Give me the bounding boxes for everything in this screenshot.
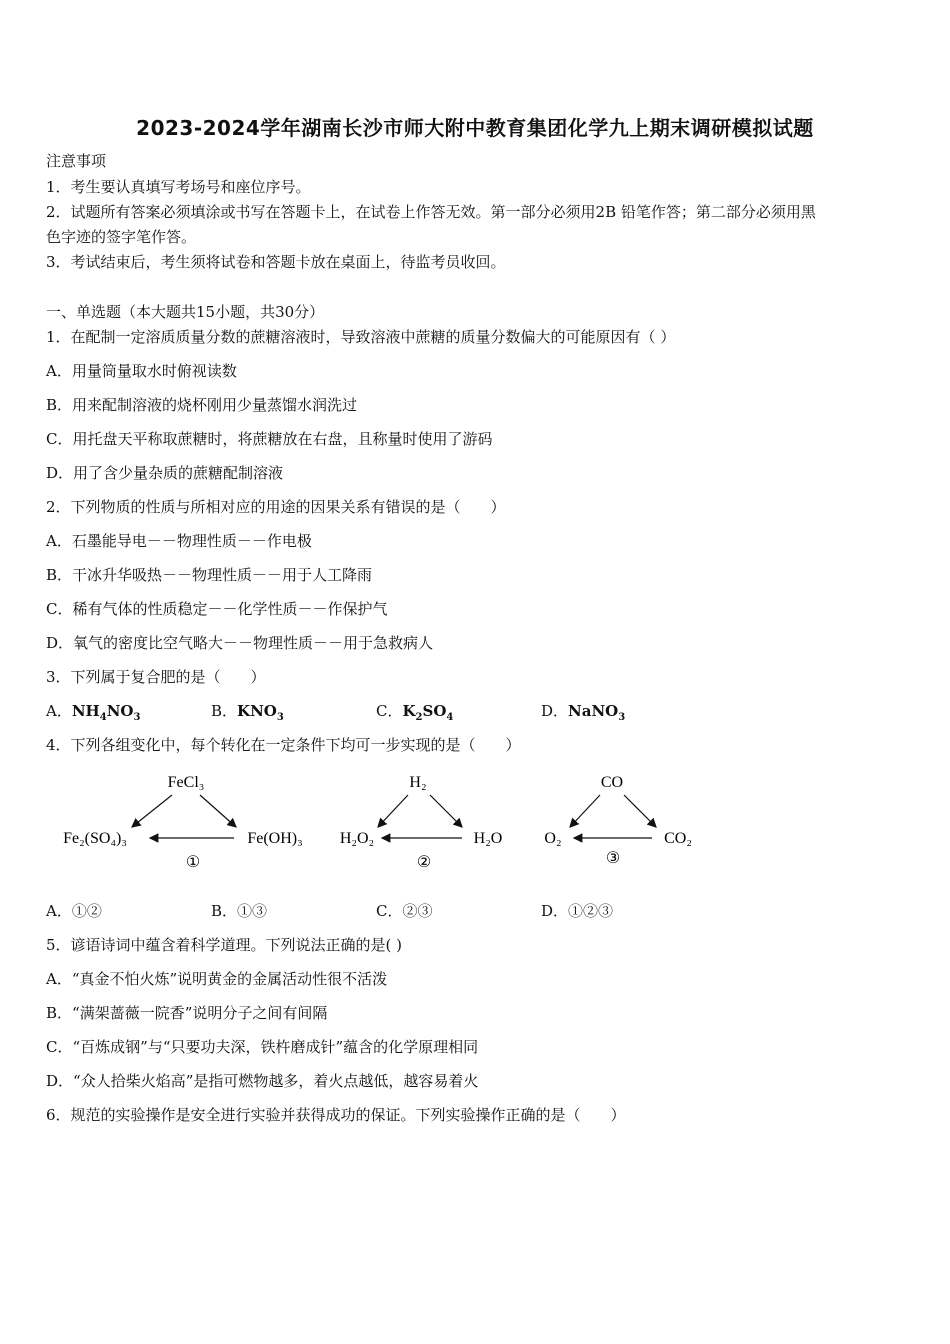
diagram-1-top: FeCl₃ <box>167 774 205 791</box>
diagram-3 <box>544 774 691 867</box>
diagram-1-arrow-left <box>132 795 172 827</box>
q3-option-b: B．$KNO_3$ <box>211 702 284 723</box>
diagram-2-number: ② <box>416 854 432 871</box>
q2-option-c: C．稀有气体的性质稳定－－化学性质－－作保护气 <box>46 600 388 618</box>
notice-item: 3．考试结束后，考生须将试卷和答题卡放在桌面上，待监考员收回。 <box>46 253 506 271</box>
diagram-3-top: CO <box>600 774 624 791</box>
notice-item: 2．试题所有答案必须填涂或书写在答题卡上，在试卷上作答无效。第一部分必须用2B 铅笔作答；第二部分必须用黑 <box>46 203 816 221</box>
q2-stem: 2．下列物质的性质与所相对应的用途的因果关系有错误的是（ ） <box>46 498 506 516</box>
diagram-1-number: ① <box>185 854 201 871</box>
q2-option-a: A．石墨能导电－－物理性质－－作电极 <box>46 532 312 550</box>
q6-stem: 6．规范的实验操作是安全进行实验并获得成功的保证。下列实验操作正确的是（ ） <box>46 1106 626 1124</box>
q1-option-a: A．用量筒量取水时俯视读数 <box>46 362 237 380</box>
diagram-2-left: H₂O₂ <box>339 830 375 847</box>
q5-option-a: A．“真金不怕火炼”说明黄金的金属活动性很不活泼 <box>46 970 388 988</box>
diagram-2-right: H₂O <box>473 830 503 847</box>
diagram-2-arrow-left <box>378 795 408 827</box>
q4-stem: 4．下列各组变化中，每个转化在一定条件下均可一步实现的是（ ） <box>46 736 521 754</box>
q1-option-b: B．用来配制溶液的烧杯刚用少量蒸馏水润洗过 <box>46 396 358 414</box>
q3-stem: 3．下列属于复合肥的是（ ） <box>46 668 266 686</box>
q5-option-b: B．“满架蔷薇一院香”说明分子之间有间隔 <box>46 1004 328 1022</box>
notice-item: 色字迹的签字笔作答。 <box>46 228 197 246</box>
q5-option-c: C．“百炼成钢”与“只要功夫深，铁杵磨成针”蕴含的化学原理相同 <box>46 1038 479 1056</box>
q4-option-a: A．①② <box>46 902 102 920</box>
q4-option-d: D．①②③ <box>541 902 614 920</box>
q1-option-d: D．用了含少量杂质的蔗糖配制溶液 <box>46 464 284 482</box>
notice-item: 1．考生要认真填写考场号和座位序号。 <box>46 178 311 196</box>
diagram-3-right: CO₂ <box>664 830 692 847</box>
q3-option-a: A．$NH_4NO_3$ <box>46 702 141 723</box>
notice-heading: 注意事项 <box>46 152 107 170</box>
q4-option-c: C．②③ <box>376 902 433 920</box>
q5-option-d: D．“众人拾柴火焰高”是指可燃物越多，着火点越低，越容易着火 <box>46 1072 479 1090</box>
q5-stem: 5．谚语诗词中蕴含着科学道理。下列说法正确的是( ) <box>46 936 403 954</box>
diagram-1-right: Fe(OH)₃ <box>247 830 303 847</box>
q3-option-c: C．$K_2SO_4$ <box>376 702 454 723</box>
q1-stem: 1．在配制一定溶质质量分数的蔗糖溶液时，导致溶液中蔗糖的质量分数偏大的可能原因有（ ） <box>46 328 676 346</box>
q2-option-d: D．氧气的密度比空气略大－－物理性质－－用于急救病人 <box>46 634 434 652</box>
diagram-1-arrow-right <box>200 795 236 827</box>
diagram-2-top: H₂ <box>409 774 427 791</box>
diagram-3-left: O₂ <box>544 830 562 847</box>
diagram-1 <box>63 774 303 871</box>
q4-option-b: B．①③ <box>211 902 268 920</box>
diagram-3-arrow-left <box>570 795 600 827</box>
q1-option-c: C．用托盘天平称取蔗糖时，将蔗糖放在右盘，且称量时使用了游码 <box>46 430 493 448</box>
section-heading: 一、单选题（本大题共15小题，共30分） <box>46 303 325 321</box>
diagram-2-arrow-right <box>430 795 462 827</box>
diagram-2 <box>340 774 502 871</box>
diagram-1-left: Fe₂(SO₄)₃ <box>63 830 127 847</box>
q2-option-b: B．干冰升华吸热－－物理性质－－用于人工降雨 <box>46 566 373 584</box>
exam-title: 2023-2024学年湖南长沙市师大附中教育集团化学九上期末调研模拟试题 <box>136 116 814 140</box>
q4-conversion-diagrams <box>0 765 950 895</box>
diagram-3-arrow-right <box>624 795 656 827</box>
q3-option-d: D．NaNO$_3$ <box>541 702 626 723</box>
diagram-3-number: ③ <box>605 850 621 867</box>
